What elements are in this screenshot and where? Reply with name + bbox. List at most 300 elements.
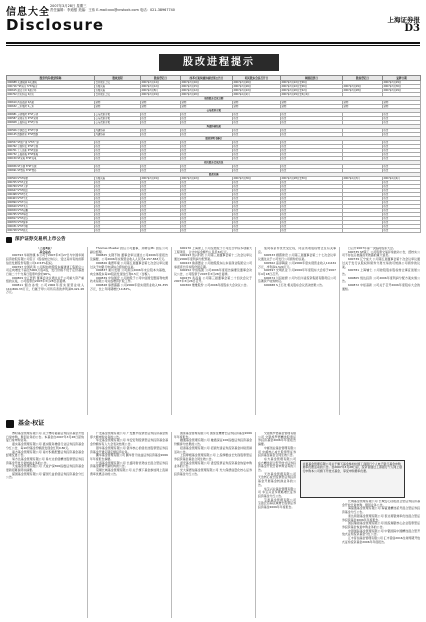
table-cell: 延期 — [233, 101, 281, 105]
table-cell: 待定 — [281, 197, 343, 201]
table-cell: 待定 — [141, 213, 181, 217]
table-cell: 待定 — [383, 217, 421, 221]
column-paragraph: 中邮创业基金管理有限公司 中邮核心成长股票型证券投资基金基金合同生效公告。 — [258, 445, 296, 458]
table-cell: 000557 ST银广夏 S*ST广夏 — [7, 141, 95, 145]
table-cell: 待定 — [383, 189, 421, 193]
table-cell: 待定 — [233, 149, 281, 153]
table-cell: 待定 — [181, 129, 233, 133]
table-cell: 待定 — [95, 185, 141, 189]
table-cell: 待定 — [281, 201, 343, 205]
table-cell: 待定 — [95, 153, 141, 157]
table-cell: 待定 — [141, 205, 181, 209]
table-cell: 000509 S*ST华塑 — [7, 177, 95, 181]
column-paragraph: 景顺长城基金管理有限公司 关于旗下基金参加网上直销费率优惠活动的公告。 — [90, 468, 168, 476]
table-cell: 待定 — [383, 117, 421, 121]
announcements-column-4 — [258, 247, 336, 415]
table-cell: 待定 — [181, 157, 233, 161]
column-paragraph: 天治基金管理有限公司 天治核心成长股票型证券投资基金开展基金转换业务的公告。 — [258, 471, 296, 487]
table-cell: 600659 S*ST花雕 — [7, 209, 95, 213]
table-cell: 待定 — [141, 153, 181, 157]
table-cell: 公布改革方案 — [95, 113, 141, 117]
masthead-date-line: 2007年3月28日 星期三 — [50, 4, 87, 8]
table-cell: 待定 — [281, 185, 343, 189]
column-paragraph: 600735 ST陵工 公司股票交易异常波动公告，经核实公司不存在应披露而未披露的重大信息。 — [342, 249, 420, 258]
paper-name: 上海证券报 — [387, 16, 420, 24]
table-cell: 待定 — [281, 193, 343, 197]
column-paragraph: 600223 鲁商置业 公司控股股东山东省商业集团总公司承诺延长所持股份锁定期。 — [174, 260, 252, 269]
column-paragraph: 成同等条件优先受让权，同意该项股权转让及有关事宜。 — [258, 247, 336, 254]
table-cell: 延期 — [95, 105, 141, 109]
table-cell: 2007年3月30日 — [233, 177, 281, 181]
column-paragraph: 南方基金管理有限公司 南方积极配置证券投资基金基金经理变更公告。 — [6, 449, 84, 458]
table-cell: 待定 — [181, 213, 233, 217]
column-paragraph: 东方基金管理有限公司 东方精选混合型开放式证券投资基金开放日常申购业务的公告。 — [258, 456, 296, 473]
column-paragraph: 600562 高淳陶瓷 公司2006年度实现营业收入19,634万元，净利润1,520万元。 — [258, 260, 336, 269]
table-cell: 600701 工大高新 S*ST高新 — [7, 149, 95, 153]
column-paragraph: 600252 中恒集团 公司2006年度报告摘要及董事会决议公告，公司股票于2007年3月28日复牌。 — [174, 268, 252, 276]
table-cell: 待定 — [141, 229, 181, 233]
table-body — [7, 81, 421, 233]
column-paragraph: 宝盈基金管理有限公司 宝盈泛沿海区域增长股票证券投资基金2006年年度报告。 — [258, 497, 296, 510]
table-cell: 600732 上海新梅 S*ST新梅 — [7, 153, 95, 157]
table-cell: 待定 — [181, 149, 233, 153]
table-cell: 待定 — [181, 189, 233, 193]
table-cell: 待定 — [281, 129, 343, 133]
masthead-editor-line: 责任编辑：李迪强 美编：王伟 E-mail:xxx@cnstock.com 电话：021-38967740 — [50, 8, 175, 13]
table-cell: 方案实施 — [95, 177, 141, 181]
column-paragraph: 600805 悦达投资 公司2006年度利润分配方案实施公告。 — [342, 275, 420, 284]
table-cell: 2007年3月28日 — [343, 89, 383, 93]
table-cell: 待定 — [233, 133, 281, 137]
table-cell: 待定 — [233, 113, 281, 117]
table-cell: 待定 — [233, 153, 281, 157]
table-cell: 待定 — [233, 141, 281, 145]
table-cell: 000587 光明家具 S*ST光明 — [7, 117, 95, 121]
table-cell: 待定 — [141, 209, 181, 213]
table-cell: 待定 — [233, 157, 281, 161]
table-cell: 待定 — [95, 209, 141, 213]
table-cell: 待定 — [233, 169, 281, 173]
column-paragraph: 博时基金管理有限公司 关于博时裕富证券投资基金开放日常申购、赎回业务的公告。本基金自2007年3月28日起恢复日常申购业务。 — [6, 432, 84, 443]
table-cell: 待定 — [281, 141, 343, 145]
table-cell: 待定 — [281, 221, 343, 225]
table-cell: 2007年3月29日至4月2日 — [281, 93, 343, 97]
table-cell: 待定 — [233, 193, 281, 197]
table-cell: 000403 S*ST生化 — [7, 197, 95, 201]
table-cell: 600870 S*ST厦华 — [7, 221, 95, 225]
table-cell: 召开股东会议 — [95, 81, 141, 85]
table-cell: 待定 — [141, 117, 181, 121]
table-cell: 延期 — [281, 105, 343, 109]
column-paragraph: 易方达基金管理有限公司 易方达价值精选股票型证券投资基金开放日常转换业务的公告。 — [6, 456, 84, 465]
column-paragraph: 000797 中国武夷 公司拟向控股股东福建建工集团总公司定向增发不超过5000万股A股，发行价格不低于定价基准日前二十个交易日股票均价的90%。 — [6, 264, 84, 276]
table-cell: 待定 — [383, 149, 421, 153]
column-paragraph: 000825 太钢不锈 董事会审议通过公司2006年度报告及摘要，公司2006年实现营业收入人民币4,157,863万元。 — [90, 253, 168, 262]
table-cell: 待定 — [95, 217, 141, 221]
table-cell: 延期 — [343, 101, 383, 105]
column-header: 改革方案沟通协商结果公告日 — [181, 76, 233, 81]
table-cell: 待定 — [281, 209, 343, 213]
column-paragraph: 国投瑞银基金管理有限公司 国投瑞银核心企业股票型证券投资基金恢复申购业务的公告。 — [342, 521, 420, 529]
table-cell: 000031 S*ST中粮 — [7, 225, 95, 229]
column-paragraph: 中银国际基金管理有限公司 中银国际中国精选混合型开放式证券投资基金分红公告。 — [342, 528, 420, 537]
column-paragraph: 600275 武昌鱼 公司第三届董事会第二十四次会议于2007年3月26日召开。 — [174, 275, 252, 284]
table-cell: 待定 — [181, 209, 233, 213]
table-cell: 待定 — [233, 117, 281, 121]
table-row — [7, 229, 421, 233]
table-cell: 待定 — [383, 225, 421, 229]
table-cell: 待定 — [141, 157, 181, 161]
fund-column-5 — [342, 500, 420, 618]
column-header: 股权登记日 — [343, 76, 383, 81]
column-paragraph: 广发基金管理有限公司 广发聚丰股票型证券投资基金暂停大额申购业务的公告。 — [90, 432, 168, 439]
table-cell: 待定 — [233, 189, 281, 193]
table-cell: 000498 S*ST丹化 — [7, 193, 95, 197]
column-header: 网络投票日 — [281, 76, 343, 81]
table-cell: 沟通协商 — [95, 133, 141, 137]
table-cell: 延期 — [95, 101, 141, 105]
table-cell: 600817 S*ST宏盛 — [7, 217, 95, 221]
table-cell: 待定 — [281, 113, 343, 117]
table-cell: 待定 — [181, 141, 233, 145]
table-cell: 待定 — [233, 165, 281, 169]
table-cell: 待定 — [383, 209, 421, 213]
group-label: 更改股东会议日期 — [7, 97, 421, 101]
table-cell: 待定 — [383, 181, 421, 185]
announcements-header — [6, 236, 146, 244]
table-cell: 公布改革方案 — [95, 117, 141, 121]
table-cell: 待定 — [383, 197, 421, 201]
group-label: 股改说明书修订 — [7, 137, 421, 141]
column-paragraph: 000837 秦川发展 公司拟以2006年末总股本为基数，向全体股东每10股派发现金红利0.5元（含税）。 — [90, 268, 168, 276]
column-paragraph: 000826 桑德环境 公司第五届董事会第七次会议审议通过关于向银行申请综合授信的议案。 — [90, 260, 168, 269]
table-cell: 待定 — [141, 113, 181, 117]
table-cell: 待定 — [383, 165, 421, 169]
table-cell: 待定 — [281, 225, 343, 229]
table-cell: 2007年3月20日至22日 — [281, 89, 343, 93]
table-cell: 000765 S*ST华信 — [7, 213, 95, 217]
table-cell: 2007年3月28日至30日 — [281, 177, 343, 181]
column-header: 复牌日期 — [383, 76, 421, 81]
table-cell: 待定 — [281, 157, 343, 161]
column-paragraph: 600300 维维股份 公司2006年度股东大会决议公告。 — [180, 283, 250, 288]
column-paragraph: 600193 创兴科技 公司第三届董事会第十二次会议审议通过2006年度利润分配预案。 — [174, 253, 252, 262]
table-cell: 待定 — [141, 217, 181, 221]
table-cell: 待定 — [281, 229, 343, 233]
table-cell: 待定 — [181, 217, 233, 221]
column-paragraph: 000809 中汇医药 董事会决议通过关于公司重大资产重组的议案，公司股票自2007年3月28日起复牌。 — [6, 275, 84, 284]
table-cell: 待定 — [95, 141, 141, 145]
fund-column-1 — [6, 432, 84, 618]
table-cell: 2007年3月19日 — [141, 177, 181, 181]
header-rule — [6, 42, 420, 44]
table-cell: 000620 S*ST圣方 — [7, 205, 95, 209]
column-paragraph: 交银施罗德基金管理有限公司 交银施罗德精选股票证券投资基金2006年年度报告摘要。 — [258, 432, 296, 447]
table-cell: 待定 — [233, 201, 281, 205]
table-cell: 待定 — [181, 185, 233, 189]
table-cell: 待定 — [141, 221, 181, 225]
table-cell: 待定 — [181, 229, 233, 233]
table-cell: 待定 — [95, 181, 141, 185]
table-cell: 待定 — [95, 189, 141, 193]
table-cell: 待定 — [181, 201, 233, 205]
table-cell: 待定 — [95, 157, 141, 161]
fund-column-2 — [90, 432, 168, 618]
table-cell: 待定 — [281, 117, 343, 121]
table-cell: 待定 — [383, 221, 421, 225]
group-label: 沟通协商结果 — [7, 125, 421, 129]
table-cell: 待定 — [233, 121, 281, 125]
table-cell: 600705 S*ST北亚 — [7, 181, 95, 185]
table-cell: 待定 — [383, 205, 421, 209]
column-paragraph: 招商基金管理有限公司 招商先锋证券投资基金持续营销活动公告。 — [174, 445, 252, 454]
table-cell: 待定 — [181, 221, 233, 225]
table-cell: 2007年3月8日 — [141, 89, 181, 93]
table-cell: 召开股东会议 — [95, 93, 141, 97]
table-cell: 待定 — [141, 197, 181, 201]
table-cell: 000506 中润投资 S*ST中润 — [7, 129, 95, 133]
table-cell: 待定 — [281, 145, 343, 149]
masthead-meta — [50, 4, 200, 13]
table-cell: 待定 — [95, 149, 141, 153]
column-paragraph: 银华基金管理有限公司 银华核心价值优选股票型证券投资基金开通定期定额投资业务。 — [90, 445, 168, 454]
column-paragraph: 600674 川投能源 公司与四川省投资集团有限责任公司签署资产收购协议。 — [258, 275, 336, 284]
table-cell: 2007年3月30日 — [383, 85, 421, 89]
table-cell: 待定 — [281, 169, 343, 173]
fund-column-4 — [258, 432, 296, 618]
table-cell: 待定 — [141, 165, 181, 169]
table-cell: 待定 — [181, 225, 233, 229]
table-cell: 待定 — [233, 181, 281, 185]
table-cell: 待定 — [95, 193, 141, 197]
table-cell: 2007年4月2日 — [233, 93, 281, 97]
column-paragraph: 鹏华基金管理有限公司 鹏华普天收益证券投资基金2006年年度报告摘要。 — [90, 453, 168, 461]
progress-title: 股改进程提示 — [159, 54, 279, 71]
table-cell: 待定 — [181, 181, 233, 185]
table-cell: 2007年3月29日 — [383, 89, 421, 93]
column-subhead: 基金动态 — [39, 249, 51, 254]
table-cell: 待定 — [281, 217, 343, 221]
table-cell: 待定 — [383, 133, 421, 137]
table-cell: 000716 *ST南方 S*ST南方 — [7, 85, 95, 89]
section-marker-icon — [6, 420, 14, 428]
table-cell: 待定 — [181, 117, 233, 121]
table-cell: 待定 — [383, 153, 421, 157]
fund-notice-box: 华夏基金管理有限公司关于旗下基金参加中国工商银行个人电子银行基金申购费率优惠活动的公告。自2007年3月28日起，投资者通过工商银行个人网上银行申购本公司旗下开放式基金，享受申购费率优惠。 — [300, 460, 405, 498]
table-cell: 延期 — [233, 105, 281, 109]
progress-table — [6, 75, 421, 233]
table-cell: 000632 三木集团 S三木 — [7, 105, 95, 109]
announcements-column-5 — [342, 247, 420, 415]
table-cell: 待定 — [141, 181, 181, 185]
table-cell: 待定 — [181, 193, 233, 197]
table-cell: 2007年3月22日 — [233, 89, 281, 93]
table-cell: 方案实施 — [95, 89, 141, 93]
table-cell: 待定 — [233, 145, 281, 149]
column-header: 股票代码/股票简称 — [7, 76, 95, 81]
table-cell: 待定 — [95, 197, 141, 201]
column-paragraph: 长城基金管理有限公司 长城安心回报混合型证券投资基金开放日常申购、赎回业务公告。 — [342, 500, 420, 507]
column-paragraph: 600170 上海建工 公司及控股子公司近日中标多项重大工程项目，合计中标金额约人民币32亿元。 — [174, 247, 252, 254]
table-cell: 延期 — [141, 101, 181, 105]
table-cell: 待定 — [281, 133, 343, 137]
section-marker-icon — [6, 237, 12, 243]
table-cell: 待定 — [383, 129, 421, 133]
table-cell: 2007年3月22日至26日 — [281, 81, 343, 85]
table-cell: 待定 — [141, 149, 181, 153]
fund-title: 基金·权证 — [18, 420, 45, 427]
column-paragraph: 长盛基金管理有限公司 长盛同智优势成长混合型证券投资基金新增代销机构的公告。 — [90, 460, 168, 469]
column-header: 股改进程 — [95, 76, 141, 81]
table-cell: 600145 四维瓷业 S*ST四维 — [7, 133, 95, 137]
table-cell: 待定 — [383, 201, 421, 205]
table-cell: 2007年3月22日 — [181, 177, 233, 181]
table-cell: 2007年3月15日 — [181, 85, 233, 89]
column-paragraph: 融通基金管理有限公司 融通深证100指数证券投资基金份额拆分结果的公告。 — [174, 438, 252, 447]
table-cell: 待定 — [141, 169, 181, 173]
table-cell: 待定 — [95, 221, 141, 225]
table-cell: 000688 天津玻璃 G天津玻 — [7, 81, 95, 85]
table-cell: 待定 — [141, 133, 181, 137]
table-cell: 待定 — [95, 145, 141, 149]
table-cell: 延期 — [181, 101, 233, 105]
column-paragraph: 600739 辽宁成大 公司第五届董事会第十次会议审议通过关于发行认股权和债券分离交易的可转换公司债券的议案。 — [342, 257, 420, 269]
table-cell: 待定 — [233, 225, 281, 229]
table-cell: 待定 — [383, 141, 421, 145]
column-paragraph: 000839 中信国安 公司控股子公司中信国安盟固利电源技术有限公司完成增资扩股工作。 — [90, 275, 168, 284]
table-cell: 待定 — [383, 157, 421, 161]
table-cell: 600890 S*ST中房 — [7, 201, 95, 205]
group-label: 公布改革方案 — [7, 109, 421, 113]
table-cell: 待定 — [281, 205, 343, 209]
table-cell — [343, 229, 383, 233]
column-paragraph: 600597 光明乳业 公司2006年年度股东大会将于2007年4月18日召开。 — [258, 268, 336, 276]
table-cell: 待定 — [181, 165, 233, 169]
header-rule-thin — [6, 45, 420, 46]
table-cell: 2007年3月12日 — [181, 89, 233, 93]
column-paragraph: 国泰基金管理有限公司 国泰金鹰增长证券投资基金2006年年度报告。 — [174, 432, 252, 439]
table-cell: 待定 — [141, 185, 181, 189]
table-cell: 待定 — [281, 121, 343, 125]
table-cell: 待定 — [281, 165, 343, 169]
table-cell: 2007年3月29日 — [383, 81, 421, 85]
table-cell: 公布改革方案 — [95, 121, 141, 125]
column-paragraph: 泰达荷银基金管理有限公司 泰达荷银效率优选混合型证券投资基金2006年年度报告。 — [342, 513, 420, 522]
column-header: 相关股东会议召开日 — [233, 76, 281, 81]
table-cell: 待定 — [95, 213, 141, 217]
column-paragraph: 000848 承德露露 公司2006年度实现营业收入81,355万元，比上年同期增长14.82%。 — [90, 283, 168, 291]
table-cell: 2007年3月26日 — [233, 85, 281, 89]
table-cell: 待定 — [383, 229, 421, 233]
table-cell: 待定 — [383, 113, 421, 117]
column-paragraph: 华宝兴业基金管理有限公司 华宝兴业多策略增长证券投资基金分红公告。 — [258, 486, 296, 498]
column-paragraph: 海富通基金管理有限公司 海富通精选贰号混合型证券投资基金分红公告。 — [342, 506, 420, 515]
table-cell: 600728 S*ST新太 — [7, 229, 95, 233]
table-cell: 延期 — [343, 105, 383, 109]
table-cell: 2007年3月16日 — [181, 81, 233, 85]
table-cell: 000610 西安旅游 S西旅 — [7, 101, 95, 105]
column-paragraph: 600533 栖霞建设 公司第三届董事会第二十七次会议审议通过关于公司发行公司债券的议案。 — [258, 253, 336, 262]
table-cell: 待定 — [141, 225, 181, 229]
table-cell: 待定 — [233, 217, 281, 221]
table-cell: 待定 — [141, 193, 181, 197]
group-label: 相关股东会议决议 — [7, 161, 421, 165]
table-cell: 待定 — [95, 229, 141, 233]
announcements-column-2 — [90, 247, 168, 415]
table-cell: 待定 — [141, 189, 181, 193]
column-subhead: （上接3版） — [36, 247, 54, 250]
table-cell: 待定 — [95, 201, 141, 205]
table-cell: 待定 — [383, 121, 421, 125]
table-cell: 2007年3月12日 — [141, 85, 181, 89]
table-cell: 2007年3月19日 — [141, 93, 181, 97]
table-cell: 000150 ST光电 S*ST光电 — [7, 157, 95, 161]
column-paragraph: 600781 上海辅仁 公司控股股东股权转让事宜进展公告。 — [342, 268, 420, 276]
page-number: D3 — [404, 23, 420, 34]
table-cell: 待定 — [281, 213, 343, 217]
table-cell: 600681 万鸿集团 S*ST万鸿 — [7, 113, 95, 117]
table-cell: 待定 — [95, 225, 141, 229]
table-cell: 600656 ST方源 S*ST方源 — [7, 165, 95, 169]
table-cell: 000702 正虹科技 S正虹 — [7, 93, 95, 97]
table-cell: 待定 — [233, 213, 281, 217]
table-cell: 待定 — [141, 121, 181, 125]
table-cell: 待定 — [281, 153, 343, 157]
table-cell: 待定 — [233, 205, 281, 209]
table-cell: 待定 — [141, 129, 181, 133]
table-cell: 待定 — [181, 133, 233, 137]
table-cell: 延期 — [141, 105, 181, 109]
table-cell: 待定 — [233, 221, 281, 225]
table-cell: 待定 — [233, 197, 281, 201]
masthead — [6, 3, 420, 39]
table-cell: 延期 — [181, 105, 233, 109]
table-cell: 600608 上海科技 S*ST沪科 — [7, 121, 95, 125]
table-cell: 待定 — [181, 197, 233, 201]
table-cell: 待定 — [181, 169, 233, 173]
table-cell: 2007年4月3日 — [343, 177, 383, 181]
announcements-title: 深沪证券交易所上市公告 — [15, 237, 66, 242]
table-cell: 待定 — [383, 193, 421, 197]
column-paragraph: 富国基金管理有限公司 富国天益价值证券投资基金分红公告。 — [6, 471, 84, 480]
table-cell: 待定 — [233, 185, 281, 189]
table-cell: 000691 ST寰岛 S*ST寰岛 — [7, 169, 95, 173]
table-cell: 待定 — [383, 213, 421, 217]
column-paragraph: 嘉实基金管理有限公司 嘉实服务增值行业证券投资基金分红公告，每10份基金份额派发现金红利0.80元。 — [6, 442, 84, 450]
table-cell: 待定 — [181, 113, 233, 117]
column-paragraph: 000793 华闻传媒 本公司于2007年3月27日与中国华闻投资控股有限公司签订《股权转让协议》，受让其持有的首都信息发展股份有限公司19.53%股权。 — [6, 253, 84, 265]
table-cell: 待定 — [383, 145, 421, 149]
table-cell: 2007年3月14日 — [141, 81, 181, 85]
fund-header — [6, 419, 146, 429]
table-cell: 600762 金荔科农 S*ST金荔 — [7, 145, 95, 149]
table-cell: 待定 — [281, 189, 343, 193]
table-cell: 待定 — [233, 229, 281, 233]
column-paragraph: 000811 烟台冰轮 公司2006年度实现营业收入110,866.33万元，归属于母公司所有者的净利润8,421.48万元。 — [6, 283, 84, 295]
table-cell: 待定 — [141, 141, 181, 145]
column-paragraph: 华安基金管理有限公司 华安宏利股票型证券投资基金基金份额持有人大会表决结果公告。 — [90, 438, 168, 447]
table-cell: 待定 — [383, 185, 421, 189]
table-cell: 延期 — [383, 105, 421, 109]
announcements-column-3 — [174, 247, 252, 415]
table-cell: 待定 — [233, 209, 281, 213]
column-paragraph: 光大保德信基金管理有限公司 光大保德信量化核心证券投资基金分红公告。 — [174, 468, 252, 476]
column-paragraph: 600688 S上石化 相关股东会议表决结果公告。 — [264, 283, 325, 288]
table-cell: 2007年3月29日 — [343, 85, 383, 89]
group-label: 股改实施 — [7, 173, 421, 177]
table-cell: 待定 — [141, 145, 181, 149]
table-cell: 2007年3月20日 — [181, 93, 233, 97]
